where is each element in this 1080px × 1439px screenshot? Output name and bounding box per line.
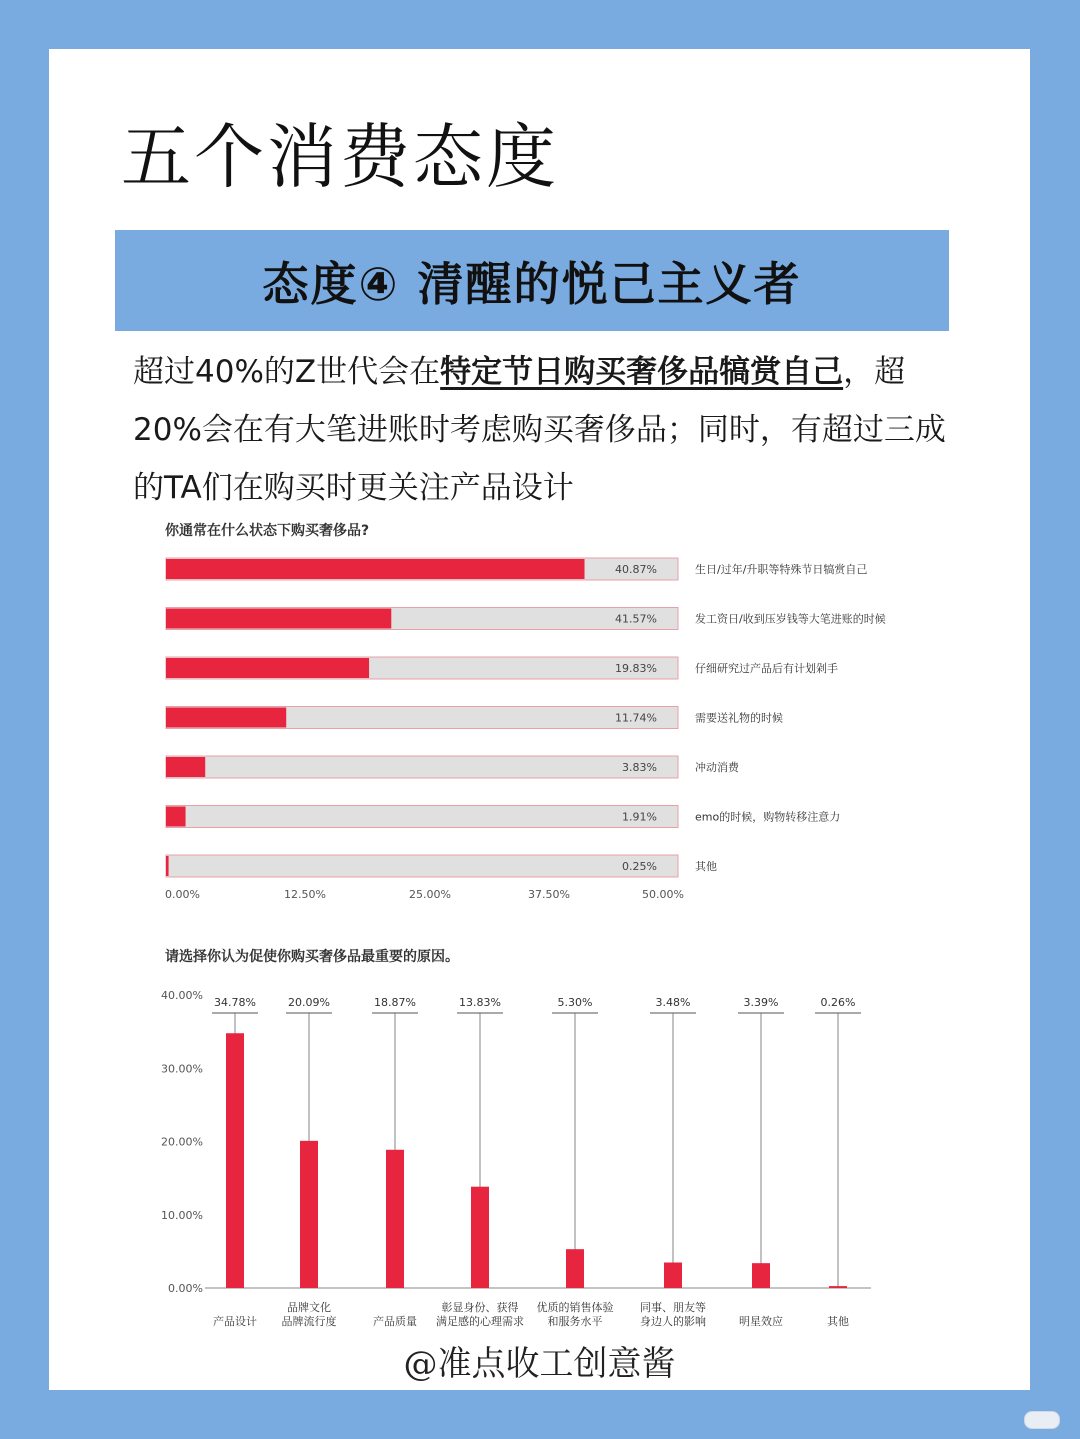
vbar-value-label: 3.39% <box>743 996 779 1009</box>
body-text-highlight: 特定节日购买奢侈品犒赏自己 <box>440 354 844 390</box>
vbar-category-label: 产品质量 <box>373 1315 417 1328</box>
vbar-bar <box>752 1263 770 1288</box>
hbar-value-label: 1.91% <box>622 810 657 824</box>
content-card <box>49 49 1030 1390</box>
hbar-bar <box>166 807 186 827</box>
hbar-bar <box>166 856 169 876</box>
hbar-tick-label: 25.00% <box>409 888 451 901</box>
attitude-banner <box>115 230 949 331</box>
body-text-part1: 超过40%的Z世代会在 <box>133 354 441 390</box>
hbar-category-label: 仔细研究过产品后有计划剁手 <box>695 662 838 675</box>
hbar-category-label: 其他 <box>695 860 717 873</box>
vbar-bar <box>471 1187 489 1288</box>
hbar-bar <box>166 658 369 678</box>
vbar-category-label: 产品设计 <box>213 1315 257 1328</box>
vbar-value-label: 0.26% <box>820 996 856 1009</box>
vertical-bar-chart <box>149 969 929 1339</box>
hbar-category-label: 生日/过年/升职等特殊节日犒赏自己 <box>695 563 868 576</box>
vbar-category-label: 和服务水平 <box>547 1315 603 1328</box>
banner-text: 态度④ 清醒的悦己主义者 <box>262 256 802 311</box>
vbar-value-label: 13.83% <box>459 996 501 1009</box>
body-paragraph <box>133 343 963 517</box>
vbar-category-label: 品牌流行度 <box>281 1315 337 1328</box>
hbar-value-label: 19.83% <box>615 662 657 675</box>
vbar-value-label: 18.87% <box>374 996 416 1009</box>
hbar-bar <box>166 559 585 579</box>
vbar-category-label: 身边人的影响 <box>640 1315 706 1328</box>
vbar-category-label: 品牌文化 <box>287 1301 331 1314</box>
vbar-category-label: 满足感的心理需求 <box>436 1315 524 1328</box>
vbar-category-label: 明星效应 <box>739 1315 783 1328</box>
hbar-bar <box>166 609 391 629</box>
hbar-bar <box>166 757 205 777</box>
hbar-track <box>166 855 678 877</box>
hbar-value-label: 3.83% <box>622 761 657 774</box>
vbar-value-label: 3.48% <box>655 996 691 1009</box>
vbar-tick-label: 30.00% <box>161 1062 203 1076</box>
hbar-value-label: 40.87% <box>615 563 657 576</box>
hbar-track <box>166 806 678 828</box>
vbar-value-label: 5.30% <box>557 996 593 1009</box>
hbar-value-label: 41.57% <box>615 612 657 626</box>
vbar-bar <box>829 1286 847 1288</box>
vbar-value-label: 20.09% <box>288 996 330 1009</box>
hbar-value-label: 0.25% <box>622 860 657 873</box>
hbar-category-label: emo的时候，购物转移注意力 <box>695 810 841 824</box>
hbar-category-label: 发工资日/收到压岁钱等大笔进账的时候 <box>695 612 886 626</box>
hbar-category-label: 需要送礼物的时候 <box>695 711 783 725</box>
platform-logo-icon <box>1024 1411 1060 1429</box>
vbar-bar <box>226 1033 244 1288</box>
vbar-category-label: 其他 <box>827 1315 849 1328</box>
vbar-bar <box>300 1141 318 1288</box>
vbar-value-label: 34.78% <box>214 996 256 1009</box>
vbar-bar <box>664 1263 682 1288</box>
vbar-tick-label: 0.00% <box>168 1282 203 1295</box>
vbar-chart-title: 请选择你认为促使你购买奢侈品最重要的原因。 <box>165 949 459 965</box>
vbar-bar <box>386 1150 404 1288</box>
hbar-tick-label: 12.50% <box>284 888 326 901</box>
hbar-tick-label: 50.00% <box>642 888 684 901</box>
author-watermark: @准点收工创意酱 <box>403 1344 676 1384</box>
hbar-track <box>166 756 678 778</box>
vbar-category-label: 同事、朋友等 <box>640 1301 706 1314</box>
horizontal-bar-chart <box>149 541 909 911</box>
vbar-tick-label: 40.00% <box>161 989 203 1002</box>
hbar-tick-label: 37.50% <box>528 888 570 901</box>
hbar-bar <box>166 708 286 728</box>
hbar-category-label: 冲动消费 <box>695 761 739 774</box>
vbar-tick-label: 10.00% <box>161 1208 203 1222</box>
page-title: 五个消费态度 <box>121 116 559 198</box>
vbar-bar <box>566 1249 584 1288</box>
hbar-value-label: 11.74% <box>615 711 657 725</box>
hbar-tick-label: 0.00% <box>165 888 200 901</box>
vbar-tick-label: 20.00% <box>161 1135 203 1149</box>
vbar-category-label: 彰显身份、获得 <box>441 1301 519 1314</box>
hbar-chart-title: 你通常在什么状态下购买奢侈品? <box>165 523 370 539</box>
body-text-part2: ，超20%会在有大笔进账时考虑购买奢侈品；同时，有超过三成的TA们在购买时更关注产品设计 <box>133 354 946 506</box>
vbar-category-label: 优质的销售体验 <box>536 1301 614 1314</box>
